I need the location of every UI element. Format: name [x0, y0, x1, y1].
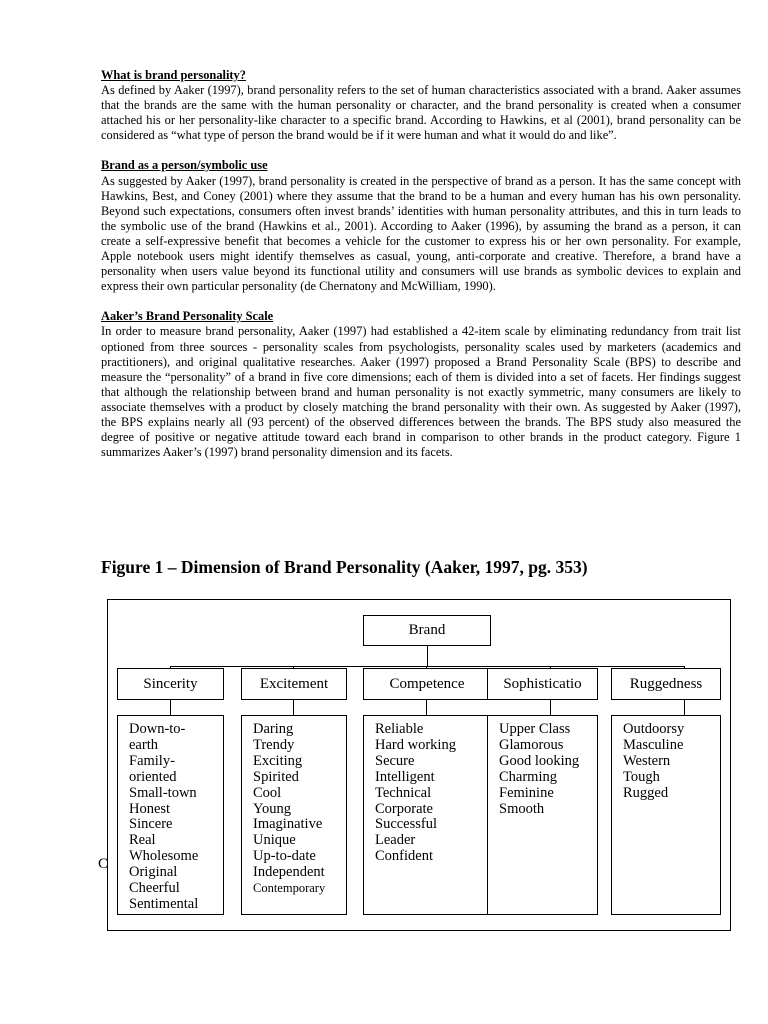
facet: Family-	[129, 752, 175, 769]
facet: Glamorous	[499, 736, 564, 753]
section-heading: Aaker’s Brand Personality Scale	[101, 309, 274, 324]
brand-personality-diagram	[107, 599, 731, 931]
facet: Sentimental	[129, 895, 199, 912]
connector-line	[684, 700, 685, 716]
section-brand-personality	[101, 68, 741, 143]
facet: Upper Class	[499, 721, 571, 737]
figure-title: Figure 1 – Dimension of Brand Personality (Aaker, 1997, pg. 353)	[101, 557, 588, 577]
facet: Intelligent	[375, 768, 435, 785]
facet: Good looking	[499, 752, 580, 769]
facets-competence	[363, 715, 491, 915]
facets-excitement	[241, 715, 347, 915]
facet: Technical	[375, 784, 432, 801]
facet: Successful	[375, 816, 438, 833]
facets-sincerity	[117, 715, 224, 915]
facet: Down-to-	[129, 721, 186, 737]
section-heading: What is brand personality?	[101, 68, 246, 82]
facet: Contemporary	[253, 881, 326, 896]
connector-line	[550, 700, 551, 716]
facet: Tough	[623, 768, 660, 785]
facet: Up-to-date	[253, 848, 316, 865]
facet: Young	[253, 800, 292, 817]
brand-root-box: Brand	[363, 615, 491, 646]
facet: Sincere	[129, 816, 173, 833]
connector-line	[426, 700, 427, 716]
connector-line	[293, 700, 294, 716]
facet: Rugged	[623, 784, 669, 801]
stray-mark: C	[98, 856, 109, 872]
facet: Western	[623, 752, 671, 769]
document-body	[101, 68, 741, 475]
facets-ruggedness	[611, 715, 721, 915]
facets-sophistication	[487, 715, 598, 915]
facet: Confident	[375, 848, 433, 865]
section-paragraph: In order to measure brand personality, Aaker (1997) had established a 42-item scale by eliminating redundancy from trait list optioned from three sources - personality scales from psychologists, personality scales used by marketers (academics and practitioners), and original qualitative researches. Aaker (1997) proposed a Brand Personality Scale (BPS) to describe and measure the “personality” of a brand in five core dimensions; each of them is divided into a set of facets. Her findings suggest that although the relationship between brand and human personality is not exactly symmetric, many consumers are likely to associate themselves with a product by closely matching the brand personality with their own. As suggested by Aaker (1997), the BPS explains nearly all (93 percent) of the observed differences between the brands. The BPS study also measured the degree of positive or negative attitude toward each brand in comparison to other brands in the product category. Figure 1 summarizes Aaker’s (1997) brand personality dimension and its facets.	[101, 324, 741, 460]
facet: Unique	[253, 832, 296, 849]
dimension-ruggedness: Ruggedness	[611, 668, 721, 700]
facet: Cheerful	[129, 880, 180, 897]
facet: Independent	[253, 864, 325, 881]
facet: Exciting	[253, 752, 303, 769]
facet: earth	[129, 736, 158, 753]
facet: Honest	[129, 800, 171, 817]
facet: Imaginative	[253, 816, 323, 833]
facet: Small-town	[129, 784, 197, 801]
facet: Masculine	[623, 736, 684, 753]
dimension-excitement: Excitement	[241, 668, 347, 700]
dimension-competence: Competence	[363, 668, 491, 700]
section-brand-as-person	[101, 158, 741, 294]
connector-line	[170, 700, 171, 716]
facet: Secure	[375, 752, 415, 769]
facet: Trendy	[253, 736, 295, 753]
facet: Hard working	[375, 736, 456, 753]
section-paragraph: As defined by Aaker (1997), brand personality refers to the set of human characteristics associated with a brand. Aaker assumes that the brands are the same with the human personality or character, and the brand personality is created when a consumer attached his or her personality-like character to a specific brand. According to Hawkins, et al (2001), brand personality can be considered as “what type of person the brand would be if it were human and what it would do and like”.	[101, 83, 741, 143]
facet: Feminine	[499, 784, 554, 801]
facet: oriented	[129, 768, 177, 785]
dimension-sophistication: Sophisticatio	[487, 668, 598, 700]
connector-line	[427, 646, 428, 667]
connector-line	[170, 666, 684, 667]
facet: Spirited	[253, 768, 299, 785]
facet: Charming	[499, 768, 557, 785]
facet: Original	[129, 864, 178, 881]
facet: Wholesome	[129, 848, 199, 865]
dimension-sincerity: Sincerity	[117, 668, 224, 700]
facet: Corporate	[375, 800, 433, 817]
section-heading: Brand as a person/symbolic use	[101, 158, 268, 173]
facet: Outdoorsy	[623, 721, 685, 737]
facet: Daring	[253, 721, 294, 737]
facet: Smooth	[499, 800, 545, 817]
section-bps	[101, 309, 741, 460]
facet: Cool	[253, 784, 282, 801]
facet: Reliable	[375, 721, 424, 737]
section-paragraph: As suggested by Aaker (1997), brand personality is created in the perspective of brand as a person. It has the same concept with Hawkins, Best, and Coney (2001) where they assume that the brand to be a human and every human has his own personality. Beyond such expectations, consumers often invest brands’ identities with human personality attributes, and this in turn leads to the symbolic use of the brand (Hawkins et al., 2001). According to Aaker (1996), by assuming the brand as a person, it can create a self-expressive benefit that becomes a vehicle for the customer to express his or her own personality. For example, Apple notebook users might identify themselves as casual, young, anti-corporate and creative. Therefore, a brand have a personality when users value beyond its functional utility and consumers will use brands as symbolic devices to explain and express their own particular personality (de Chernatony and McWilliam, 1990).	[101, 173, 741, 294]
facet: Real	[129, 832, 156, 849]
facet: Leader	[375, 832, 416, 849]
